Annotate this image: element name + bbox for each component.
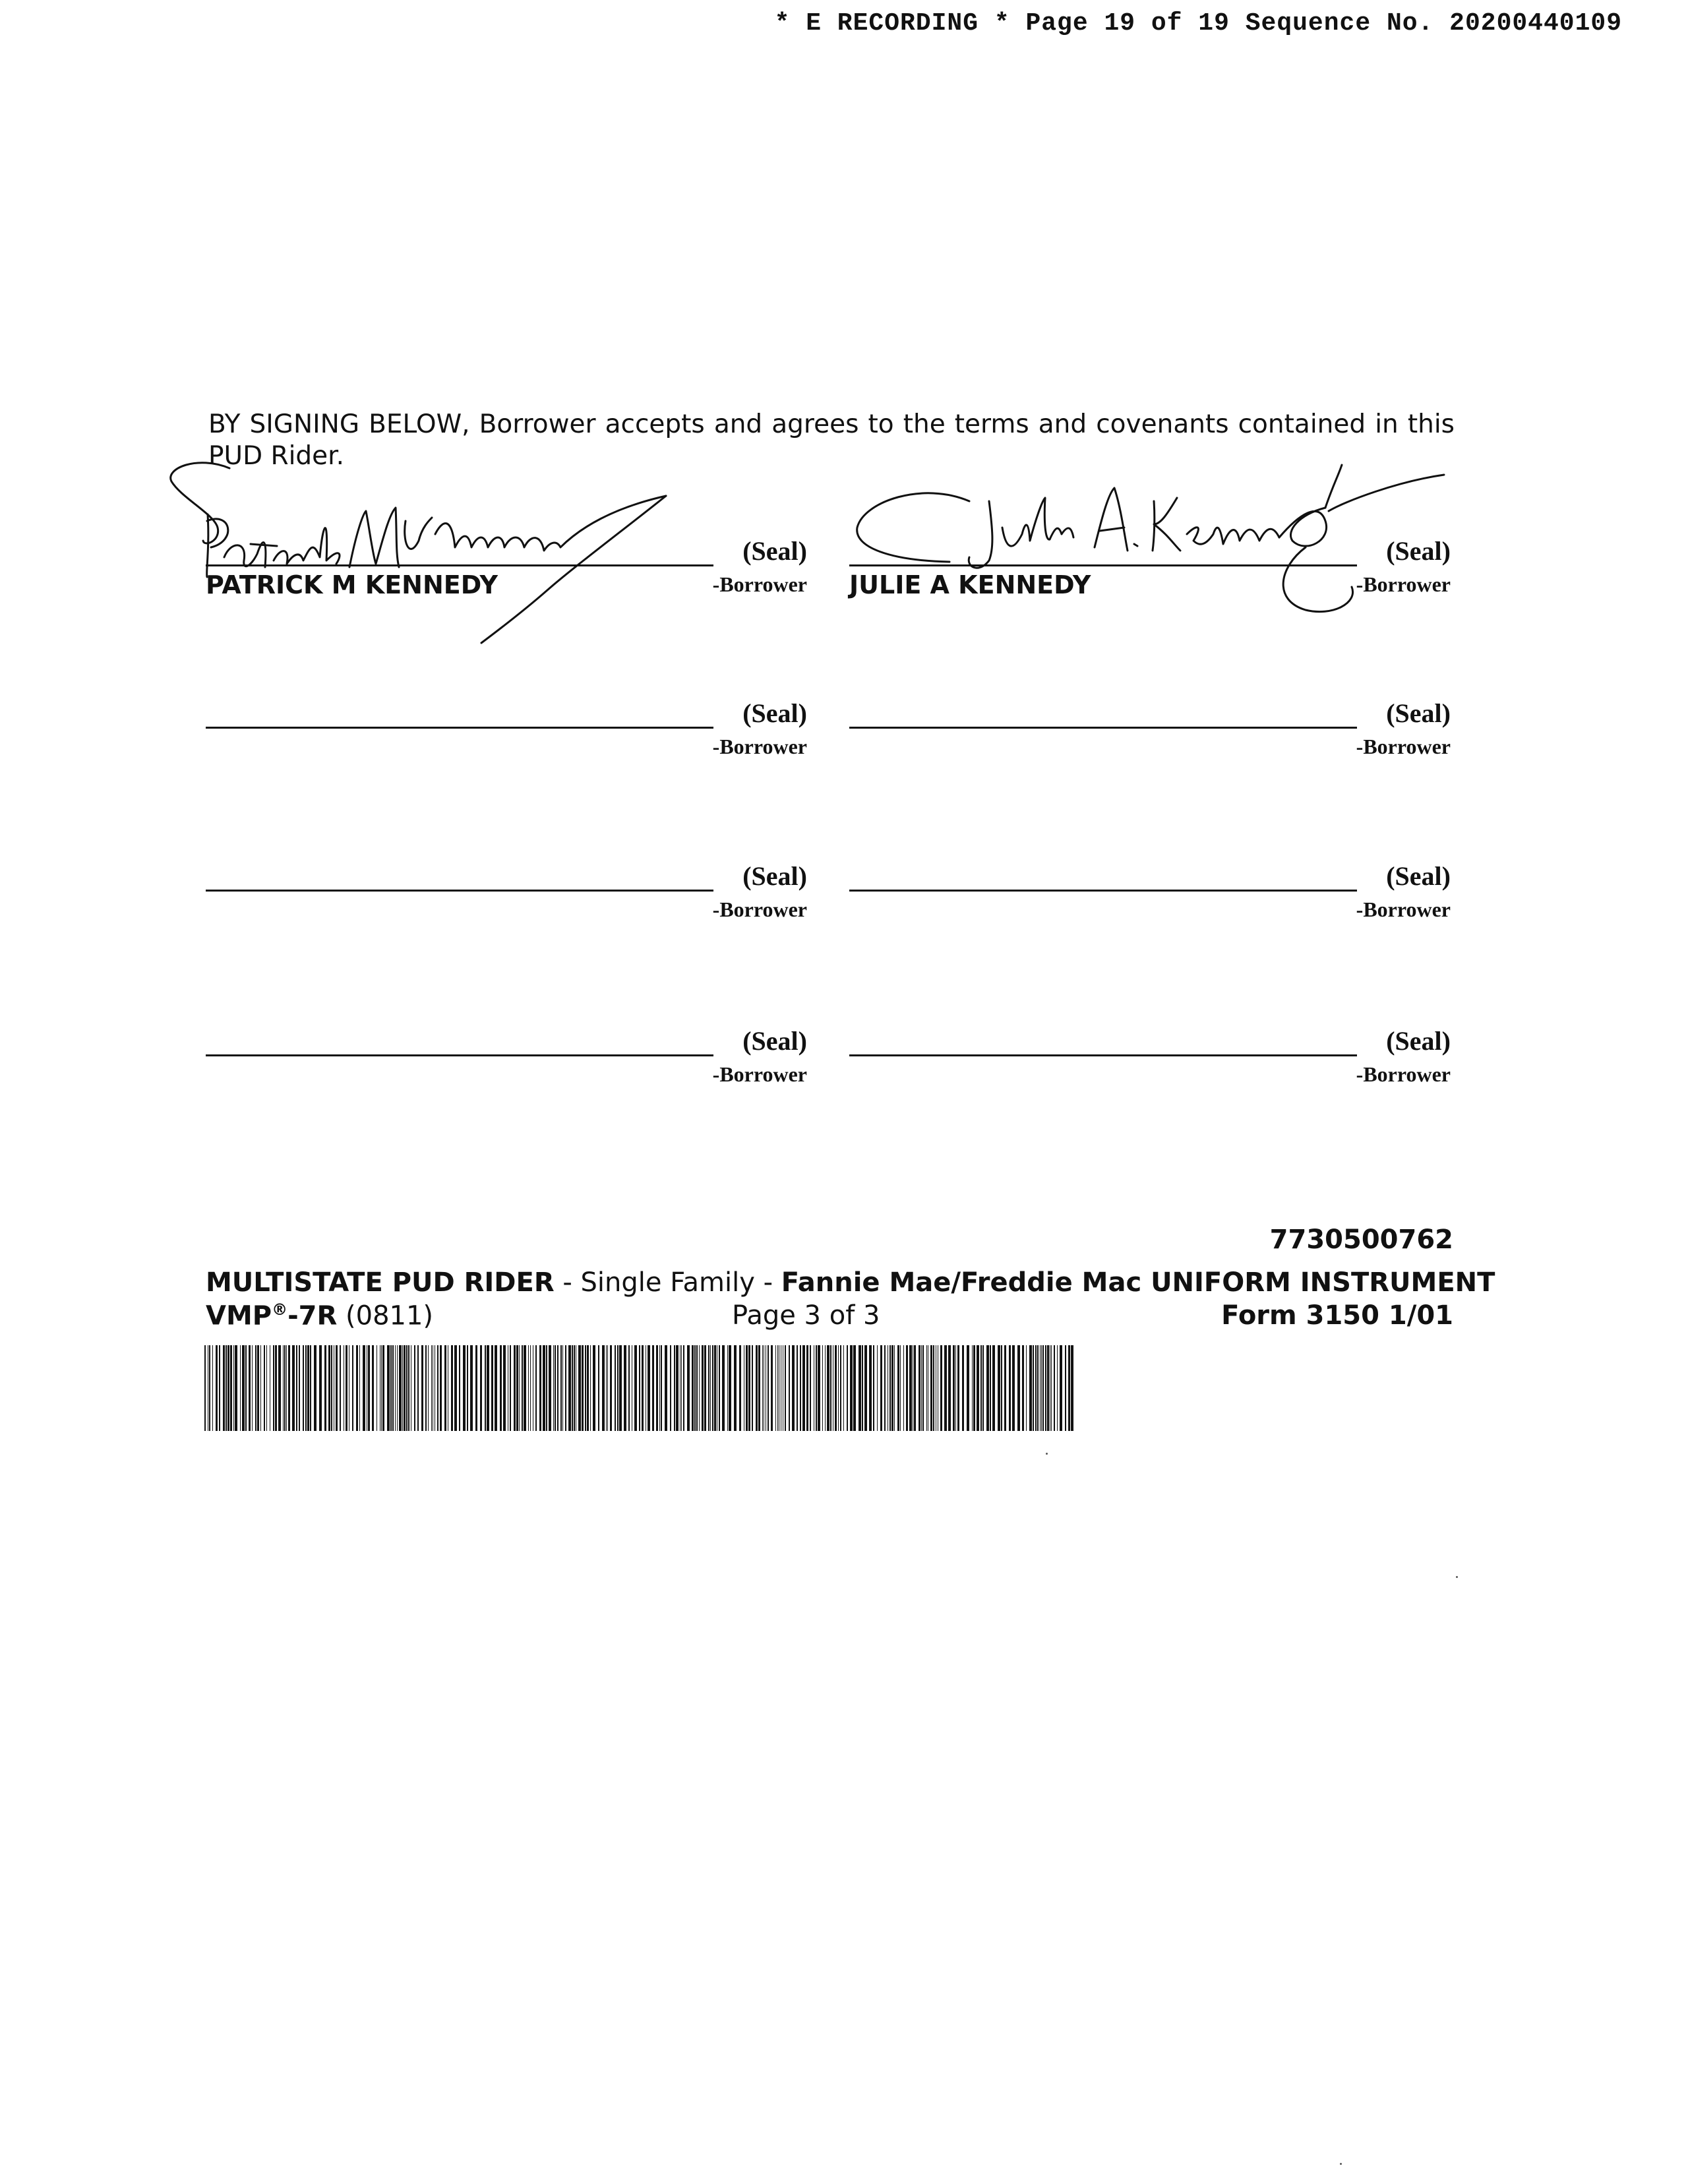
barcode-bar [288, 1345, 290, 1431]
barcode-bar [694, 1345, 696, 1431]
barcode-bar [585, 1345, 586, 1431]
barcode-bar [500, 1345, 502, 1431]
form-number: Form 3150 1/01 [1221, 1300, 1453, 1331]
barcode-bar [816, 1345, 817, 1431]
barcode-bar [240, 1345, 241, 1431]
barcode-bar [835, 1345, 837, 1431]
barcode-bar [491, 1345, 493, 1431]
barcode-bar [806, 1345, 808, 1431]
barcode-bar [417, 1345, 419, 1431]
barcode-bar [292, 1345, 295, 1431]
barcode-bar [1065, 1345, 1066, 1431]
barcode-bar [683, 1345, 684, 1431]
barcode-bar [1071, 1345, 1073, 1431]
barcode-bar [734, 1345, 737, 1431]
barcode-bar [314, 1345, 316, 1431]
signature-line [849, 727, 1357, 729]
barcode-bar [930, 1345, 932, 1431]
signature-block-borrower-3 [206, 698, 807, 770]
barcode-bar [681, 1345, 682, 1431]
barcode-bar [642, 1345, 644, 1431]
barcode-bar [568, 1345, 571, 1431]
barcode-bar [1041, 1345, 1042, 1431]
barcode-bar [328, 1345, 330, 1431]
barcode-bar [752, 1345, 753, 1431]
barcode-bar [919, 1345, 920, 1431]
barcode-bar [495, 1345, 497, 1431]
barcode-bar [421, 1345, 423, 1431]
barcode-bar [903, 1345, 904, 1431]
barcode-bar [319, 1345, 322, 1431]
barcode-bar [264, 1345, 265, 1431]
form-footer [206, 1300, 1453, 1333]
barcode-bar [1033, 1345, 1034, 1431]
barcode-bar [235, 1345, 237, 1431]
barcode-bar [900, 1345, 901, 1431]
barcode-bar [463, 1345, 466, 1431]
barcode-bar [843, 1345, 844, 1431]
signature-block-borrower-7 [206, 1025, 807, 1098]
barcode-bar [962, 1345, 964, 1431]
barcode-bar [785, 1345, 786, 1431]
barcode-bar [1051, 1345, 1052, 1431]
barcode-bar [967, 1345, 969, 1431]
signature-line [206, 1054, 713, 1056]
barcode-bar [659, 1345, 660, 1431]
borrower-label: -Borrower [1356, 1062, 1451, 1086]
signer-name: JULIE A KENNEDY [849, 570, 1091, 599]
barcode-bar [661, 1345, 662, 1431]
barcode-bar [467, 1345, 468, 1431]
barcode-bar [810, 1345, 811, 1431]
barcode-bar [459, 1345, 460, 1431]
barcode-bar [889, 1345, 891, 1431]
barcode-bar [873, 1345, 874, 1431]
barcode-bar [574, 1345, 575, 1431]
signature-block-borrower-8 [849, 1025, 1451, 1098]
barcode-bar [933, 1345, 934, 1431]
barcode-bar [503, 1345, 506, 1431]
barcode-bar [906, 1345, 908, 1431]
barcode-bar [1054, 1345, 1055, 1431]
signer-name: PATRICK M KENNEDY [206, 570, 498, 599]
signature-line [849, 1054, 1357, 1056]
barcode-bar [273, 1345, 274, 1431]
barcode-bar [977, 1345, 979, 1431]
barcode-bar [1042, 1345, 1044, 1431]
barcode-bar [1029, 1345, 1032, 1431]
barcode-bar [524, 1345, 526, 1431]
barcode-bar [676, 1345, 678, 1431]
barcode-bar [825, 1345, 826, 1431]
barcode-bar [553, 1345, 554, 1431]
borrower-label: -Borrower [712, 1062, 807, 1086]
barcode-bar [324, 1345, 326, 1431]
barcode-bar [980, 1345, 982, 1431]
barcode-bar [1035, 1345, 1037, 1431]
barcode-bar [565, 1345, 566, 1431]
barcode-bar [299, 1345, 300, 1431]
barcode-bar [352, 1345, 353, 1431]
barcode-bar [310, 1345, 311, 1431]
barcode-bar [982, 1345, 984, 1431]
barcode-bar [278, 1345, 281, 1431]
barcode-bar [670, 1345, 671, 1431]
signature-block-borrower-5 [206, 861, 807, 933]
barcode-bar [674, 1345, 675, 1431]
barcode-bar [555, 1345, 556, 1431]
barcode-bar [307, 1345, 309, 1431]
barcode-bar [414, 1345, 415, 1431]
barcode-bar [219, 1345, 220, 1431]
barcode-bar [510, 1345, 511, 1431]
barcode-bar [397, 1345, 398, 1431]
signature-block-borrower-6 [849, 861, 1451, 933]
barcode-bar [578, 1345, 581, 1431]
barcode-bar [572, 1345, 573, 1431]
barcode-bar [557, 1345, 558, 1431]
barcode-bar [853, 1345, 856, 1431]
barcode-bar [212, 1345, 213, 1431]
page-number: Page 3 of 3 [732, 1300, 880, 1331]
barcode-bar [402, 1345, 403, 1431]
barcode-bar [758, 1345, 760, 1431]
form-title-instrument: Fannie Mae/Freddie Mac UNIFORM INSTRUMENT [781, 1267, 1495, 1298]
barcode-bar [818, 1345, 820, 1431]
barcode-bar [387, 1345, 390, 1431]
scan-speck [1340, 2163, 1342, 2165]
loan-number: 7730500762 [1269, 1225, 1453, 1255]
barcode-bar [440, 1345, 442, 1431]
signature-block-borrower-1 [206, 535, 807, 608]
barcode-bar [359, 1345, 360, 1431]
barcode-bar [771, 1345, 773, 1431]
barcode-bar [257, 1345, 259, 1431]
barcode-bar [727, 1345, 728, 1431]
barcode-bar [242, 1345, 245, 1431]
barcode-bar [245, 1345, 247, 1431]
barcode-bar [266, 1345, 267, 1431]
barcode-bar [639, 1345, 640, 1431]
barcode-bar [331, 1345, 332, 1431]
barcode-bar [729, 1345, 731, 1431]
barcode [204, 1345, 1075, 1431]
seal-label: (Seal) [1386, 698, 1451, 728]
barcode-bar [708, 1345, 709, 1431]
barcode-bar [992, 1345, 995, 1431]
barcode-bar [284, 1345, 286, 1431]
barcode-bar [746, 1345, 748, 1431]
barcode-bar [428, 1345, 429, 1431]
barcode-bar [522, 1345, 523, 1431]
signature-line [206, 564, 713, 566]
barcode-bar [470, 1345, 473, 1431]
barcode-bar [862, 1345, 863, 1431]
barcode-bar [216, 1345, 218, 1431]
barcode-bar [425, 1345, 427, 1431]
barcode-bar [607, 1345, 608, 1431]
barcode-bar [869, 1345, 872, 1431]
barcode-bar [894, 1345, 895, 1431]
barcode-bar [209, 1345, 210, 1431]
barcode-bar [891, 1345, 893, 1431]
barcode-bar [275, 1345, 277, 1431]
barcode-bar [864, 1345, 867, 1431]
barcode-bar [562, 1345, 563, 1431]
barcode-bar [1001, 1345, 1002, 1431]
barcode-bar [973, 1345, 975, 1431]
barcode-bar [926, 1345, 927, 1431]
barcode-bar [340, 1345, 341, 1431]
barcode-bar [986, 1345, 989, 1431]
barcode-bar [704, 1345, 706, 1431]
form-title-subtitle: - Single Family - [554, 1267, 781, 1298]
barcode-bar [431, 1345, 432, 1431]
barcode-bar [687, 1345, 690, 1431]
barcode-bar [587, 1345, 589, 1431]
barcode-bar [252, 1345, 253, 1431]
scan-speck [1046, 1453, 1048, 1455]
barcode-bar [602, 1345, 605, 1431]
barcode-bar [699, 1345, 700, 1431]
barcode-bar [897, 1345, 899, 1431]
barcode-bar [1060, 1345, 1062, 1431]
barcode-bar [296, 1345, 297, 1431]
barcode-bar [249, 1345, 251, 1431]
barcode-bar [382, 1345, 384, 1431]
form-code: VMP®-7R (0811) [206, 1300, 434, 1331]
barcode-bar [606, 1345, 607, 1431]
barcode-bar [840, 1345, 841, 1431]
barcode-bar [838, 1345, 839, 1431]
signature-line [206, 890, 713, 892]
form-title [206, 1267, 1495, 1298]
barcode-bar [719, 1345, 720, 1431]
barcode-bar [1068, 1345, 1070, 1431]
barcode-bar [990, 1345, 991, 1431]
barcode-bar [480, 1345, 482, 1431]
seal-label: (Seal) [1386, 861, 1451, 891]
borrower-label: -Borrower [712, 572, 807, 596]
barcode-bar [230, 1345, 232, 1431]
barcode-bar [582, 1345, 584, 1431]
barcode-bar [454, 1345, 457, 1431]
barcode-bar [363, 1345, 365, 1431]
barcode-bar [368, 1345, 370, 1431]
barcode-bar [692, 1345, 694, 1431]
barcode-bar [648, 1345, 650, 1431]
barcode-bar [712, 1345, 713, 1431]
barcode-bar [590, 1345, 591, 1431]
barcode-bar [516, 1345, 518, 1431]
barcode-bar [617, 1345, 618, 1431]
barcode-bar [800, 1345, 801, 1431]
barcode-bar [850, 1345, 853, 1431]
barcode-bar [535, 1345, 537, 1431]
barcode-bar [226, 1345, 227, 1431]
barcode-bar [283, 1345, 284, 1431]
scan-speck [1456, 1576, 1458, 1578]
seal-label: (Seal) [742, 698, 807, 728]
barcode-bar [714, 1345, 716, 1431]
barcode-bar [356, 1345, 358, 1431]
barcode-bar [539, 1345, 541, 1431]
barcode-bar [1045, 1345, 1046, 1431]
borrower-label: -Borrower [712, 735, 807, 758]
seal-label: (Seal) [1386, 1026, 1451, 1056]
barcode-bar [953, 1345, 955, 1431]
barcode-bar [768, 1345, 769, 1431]
barcode-bar [789, 1345, 790, 1431]
signature-block-borrower-2 [849, 535, 1451, 608]
barcode-bar [408, 1345, 409, 1431]
barcode-bar [998, 1345, 1000, 1431]
barcode-bar [748, 1345, 750, 1431]
barcode-bar [1026, 1345, 1027, 1431]
seal-label: (Seal) [1386, 536, 1451, 566]
barcode-bar [827, 1345, 829, 1431]
recording-header: * E RECORDING * Page 19 of 19 Sequence No. 20200440109 [774, 9, 1622, 38]
barcode-bar [1037, 1345, 1039, 1431]
borrower-acceptance-statement: BY SIGNING BELOW, Borrower accepts and agrees to the terms and covenants contained in this PUD Rider. [208, 410, 1455, 471]
barcode-bar [756, 1345, 758, 1431]
barcode-bar [390, 1345, 392, 1431]
barcode-bar [914, 1345, 916, 1431]
barcode-bar [624, 1345, 626, 1431]
barcode-bar [392, 1345, 394, 1431]
barcode-bar [615, 1345, 616, 1431]
barcode-bar [955, 1345, 956, 1431]
form-title-name: MULTISTATE PUD RIDER [206, 1267, 555, 1298]
barcode-bar [922, 1345, 924, 1431]
barcode-bar [437, 1345, 438, 1431]
barcode-bar [451, 1345, 453, 1431]
seal-label: (Seal) [742, 536, 807, 566]
barcode-bar [1012, 1345, 1015, 1431]
barcode-bar [227, 1345, 229, 1431]
signature-block-borrower-4 [849, 698, 1451, 770]
barcode-bar [797, 1345, 798, 1431]
barcode-bar [528, 1345, 529, 1431]
barcode-bar [1009, 1345, 1011, 1431]
barcode-bar [847, 1345, 848, 1431]
barcode-bar [485, 1345, 486, 1431]
barcode-bar [598, 1345, 599, 1431]
barcode-bar [560, 1345, 562, 1431]
borrower-label: -Borrower [1356, 897, 1451, 921]
barcode-bar [1004, 1345, 1006, 1431]
barcode-bar [739, 1345, 741, 1431]
barcode-bar [381, 1345, 382, 1431]
signature-line [849, 890, 1357, 892]
barcode-bar [702, 1345, 704, 1431]
barcode-bar [628, 1345, 630, 1431]
seal-label: (Seal) [742, 861, 807, 891]
barcode-bar [549, 1345, 551, 1431]
barcode-bar [404, 1345, 406, 1431]
barcode-bar [1047, 1345, 1049, 1431]
signature-line [206, 727, 713, 729]
barcode-bar [792, 1345, 795, 1431]
barcode-bar [944, 1345, 947, 1431]
barcode-bar [223, 1345, 225, 1431]
barcode-bar [610, 1345, 612, 1431]
barcode-bar [336, 1345, 338, 1431]
barcode-bar [634, 1345, 637, 1431]
barcode-bar [775, 1345, 776, 1431]
barcode-bar [260, 1345, 261, 1431]
barcode-bar [762, 1345, 763, 1431]
barcode-bar [514, 1345, 516, 1431]
barcode-bar [972, 1345, 973, 1431]
barcode-bar [859, 1345, 861, 1431]
barcode-bar [305, 1345, 307, 1431]
barcode-bar [346, 1345, 347, 1431]
barcode-bar [372, 1345, 374, 1431]
barcode-bar [1017, 1345, 1020, 1431]
barcode-bar [957, 1345, 959, 1431]
barcode-bar [399, 1345, 402, 1431]
barcode-bar [303, 1345, 304, 1431]
barcode-bar [696, 1345, 698, 1431]
barcode-bar [255, 1345, 256, 1431]
barcode-bar [777, 1345, 778, 1431]
borrower-label: -Borrower [712, 897, 807, 921]
barcode-bar [619, 1345, 622, 1431]
barcode-bar [1057, 1345, 1058, 1431]
barcode-bar [665, 1345, 667, 1431]
barcode-bar [880, 1345, 882, 1431]
barcode-bar [656, 1345, 658, 1431]
barcode-bar [884, 1345, 886, 1431]
barcode-bar [710, 1345, 711, 1431]
barcode-bar [802, 1345, 805, 1431]
barcode-bar [444, 1345, 446, 1431]
barcode-bar [286, 1345, 287, 1431]
barcode-bar [948, 1345, 951, 1431]
barcode-bar [830, 1345, 831, 1431]
barcode-bar [940, 1345, 942, 1431]
borrower-label: -Borrower [1356, 572, 1451, 596]
barcode-bar [1022, 1345, 1024, 1431]
barcode-bar [519, 1345, 520, 1431]
signature-line [849, 564, 1357, 566]
barcode-bar [487, 1345, 489, 1431]
barcode-bar [406, 1345, 407, 1431]
barcode-bar [593, 1345, 595, 1431]
borrower-label: -Borrower [1356, 735, 1451, 758]
barcode-bar [877, 1345, 878, 1431]
barcode-bar [395, 1345, 396, 1431]
seal-label: (Seal) [742, 1026, 807, 1056]
barcode-bar [204, 1345, 206, 1431]
barcode-bar [722, 1345, 725, 1431]
barcode-bar [233, 1345, 234, 1431]
barcode-bar [530, 1345, 531, 1431]
barcode-bar [475, 1345, 477, 1431]
barcode-bar [822, 1345, 823, 1431]
barcode-bar [546, 1345, 547, 1431]
barcode-bar [909, 1345, 912, 1431]
barcode-bar [543, 1345, 545, 1431]
barcode-bar [652, 1345, 654, 1431]
barcode-bar [921, 1345, 922, 1431]
